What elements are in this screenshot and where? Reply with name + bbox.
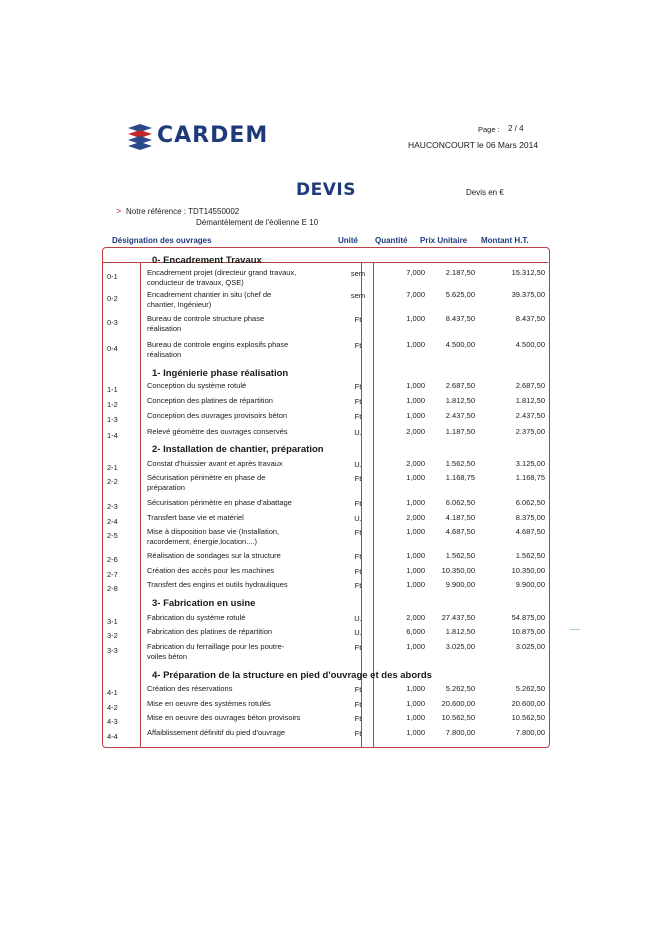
item-amount: 2.687,50	[515, 381, 545, 390]
item-amount: 4.687,50	[515, 527, 545, 536]
item-amount: 3.125,00	[515, 459, 545, 468]
item-quantity: 1,000	[406, 699, 425, 708]
item-quantity: 1,000	[406, 580, 425, 589]
page-label: Page :	[478, 125, 500, 134]
description-line: Création des accès pour les machines	[147, 566, 275, 575]
document-title: DEVIS	[296, 180, 356, 200]
description-line: préparation	[147, 483, 185, 492]
description-line: Mise à disposition base vie (Installation,	[147, 527, 280, 536]
item-unit-price: 1.812,50	[445, 627, 475, 636]
item-quantity: 2,000	[406, 459, 425, 468]
description-line: Création des réservations	[147, 684, 233, 693]
item-amount: 4.500,00	[515, 340, 545, 349]
item-code: 3-1	[107, 617, 118, 626]
item-amount: 6.062,50	[515, 498, 545, 507]
item-description	[147, 627, 322, 637]
item-quantity: 2,000	[406, 427, 425, 436]
item-code: 1-4	[107, 431, 118, 440]
description-line: Transfert des engins et outils hydrauliques	[147, 580, 288, 589]
item-code: 4-2	[107, 703, 118, 712]
description-line: Constat d'huissier avant et après travaux	[147, 459, 283, 468]
description-line: Fabrication des platines de répartition	[147, 627, 273, 636]
item-unit-price: 1.562,50	[445, 459, 475, 468]
item-description	[147, 551, 322, 561]
item-quantity: 1,000	[406, 411, 425, 420]
item-description	[147, 642, 322, 662]
item-unit: Ft	[354, 528, 362, 537]
item-description	[147, 340, 322, 360]
item-quantity: 1,000	[406, 728, 425, 737]
item-quantity: 1,000	[406, 642, 425, 651]
item-description	[147, 566, 322, 576]
item-unit: Ft	[354, 412, 362, 421]
item-quantity: 1,000	[406, 473, 425, 482]
item-code: 1-3	[107, 415, 118, 424]
item-unit-price: 4.187,50	[445, 513, 475, 522]
description-line: racordement, énergie,location....)	[147, 537, 258, 546]
item-quantity: 1,000	[406, 684, 425, 693]
item-unit-price: 3.025,00	[445, 642, 475, 651]
item-code: 2-7	[107, 570, 118, 579]
item-unit-price: 10.562,50	[441, 713, 475, 722]
item-description	[147, 498, 322, 508]
col-unit: Unité	[338, 236, 358, 245]
item-amount: 8.437,50	[515, 314, 545, 323]
item-unit-price: 4.500,00	[445, 340, 475, 349]
brand-name: CARDEM	[157, 123, 269, 148]
item-description	[147, 473, 322, 493]
item-unit-price: 1.562,50	[445, 551, 475, 560]
item-description	[147, 613, 322, 623]
description-line: Relevé géomètre des ouvrages conservés	[147, 427, 288, 436]
item-quantity: 1,000	[406, 381, 425, 390]
item-quantity: 1,000	[406, 396, 425, 405]
item-unit-price: 9.900,00	[445, 580, 475, 589]
cardem-logo-mark-icon	[126, 124, 154, 150]
item-code: 2-6	[107, 555, 118, 564]
arrow-bullet-icon: >	[116, 206, 122, 216]
item-unit-price: 4.687,50	[445, 527, 475, 536]
item-amount: 2.437,50	[515, 411, 545, 420]
item-amount: 3.025,00	[515, 642, 545, 651]
item-code: 0-3	[107, 318, 118, 327]
description-line: Sécurisation périmètre en phase d'abattage	[147, 498, 292, 507]
description-line: Bureau de controle structure phase	[147, 314, 265, 323]
item-description	[147, 268, 322, 288]
item-quantity: 1,000	[406, 340, 425, 349]
item-description	[147, 699, 322, 709]
item-unit-price: 5.625,00	[445, 290, 475, 299]
item-unit: U.	[354, 628, 362, 637]
item-unit-price: 27.437,50	[441, 613, 475, 622]
item-quantity: 7,000	[406, 290, 425, 299]
item-unit: Ft	[354, 643, 362, 652]
item-code: 2-4	[107, 517, 118, 526]
item-code: 1-1	[107, 385, 118, 394]
item-code: 2-5	[107, 531, 118, 540]
item-description	[147, 684, 322, 694]
item-unit: U.	[354, 514, 362, 523]
item-unit-price: 2.437,50	[445, 411, 475, 420]
item-quantity: 6,000	[406, 627, 425, 636]
reference: Notre référence : TDT14550002	[126, 207, 240, 216]
section-title: 4- Préparation de la structure en pied d'ouvrage et des abords	[152, 670, 432, 681]
item-amount: 54.875,00	[511, 613, 545, 622]
item-description	[147, 459, 322, 469]
col-divider	[140, 262, 141, 747]
item-description	[147, 513, 322, 523]
item-amount: 5.262,50	[515, 684, 545, 693]
item-unit: U.	[354, 614, 362, 623]
item-code: 4-1	[107, 688, 118, 697]
item-amount: 39.375,00	[511, 290, 545, 299]
item-unit-price: 1.168,75	[445, 473, 475, 482]
item-unit: Ft	[354, 552, 362, 561]
item-description	[147, 314, 322, 334]
item-unit-price: 10.350,00	[441, 566, 475, 575]
item-quantity: 1,000	[406, 551, 425, 560]
description-line: Fabrication du ferraillage pour les poutre-	[147, 642, 285, 651]
col-designation: Désignation des ouvrages	[112, 236, 212, 245]
description-line: Conception des ouvrages provisoirs béton	[147, 411, 288, 420]
item-unit-price: 2.187,50	[445, 268, 475, 277]
item-unit: sem	[350, 291, 366, 300]
col-quantity: Quantité	[375, 236, 408, 245]
place-date: HAUCONCOURT le 06 Mars 2014	[408, 140, 539, 150]
item-description	[147, 427, 322, 437]
item-code: 3-3	[107, 646, 118, 655]
item-amount: 20.600,00	[511, 699, 545, 708]
item-unit: Ft	[354, 567, 362, 576]
item-unit: Ft	[354, 581, 362, 590]
margin-mark	[570, 629, 580, 630]
item-unit-price: 5.262,50	[445, 684, 475, 693]
item-quantity: 1,000	[406, 713, 425, 722]
item-unit: Ft	[354, 700, 362, 709]
item-code: 4-3	[107, 717, 118, 726]
item-description	[147, 728, 322, 738]
item-code: 1-2	[107, 400, 118, 409]
item-unit: Ft	[354, 499, 362, 508]
section-title: 0- Encadrement Travaux	[152, 255, 262, 266]
item-amount: 1.168,75	[515, 473, 545, 482]
item-quantity: 2,000	[406, 613, 425, 622]
item-description	[147, 411, 322, 421]
item-amount: 15.312,50	[511, 268, 545, 277]
item-amount: 1.812,50	[515, 396, 545, 405]
item-quantity: 1,000	[406, 527, 425, 536]
section-title: 1- Ingénierie phase réalisation	[152, 368, 289, 379]
item-unit: U.	[354, 460, 362, 469]
item-code: 2-3	[107, 502, 118, 511]
item-unit-price: 1.812,50	[445, 396, 475, 405]
item-amount: 8.375,00	[515, 513, 545, 522]
item-code: 0-1	[107, 272, 118, 281]
description-line: chantier, Ingénieur)	[147, 300, 212, 309]
description-line: conducteur de travaux, QSE)	[147, 278, 244, 287]
item-quantity: 1,000	[406, 314, 425, 323]
item-quantity: 1,000	[406, 566, 425, 575]
description-line: Mise en oeuvre des systèmes rotulés	[147, 699, 271, 708]
item-amount: 2.375,00	[515, 427, 545, 436]
item-unit: Ft	[354, 685, 362, 694]
item-amount: 10.350,00	[511, 566, 545, 575]
description-line: Conception des platines de répartition	[147, 396, 273, 405]
item-code: 3-2	[107, 631, 118, 640]
description-line: Encadrement chantier in situ (chef de	[147, 290, 272, 299]
item-unit: Ft	[354, 382, 362, 391]
item-unit: Ft	[354, 729, 362, 738]
description-line: Encadrement projet (directeur grand travaux,	[147, 268, 297, 277]
item-unit: Ft	[354, 397, 362, 406]
item-amount: 10.562,50	[511, 713, 545, 722]
item-amount: 9.900,00	[515, 580, 545, 589]
item-code: 2-1	[107, 463, 118, 472]
item-unit: sem	[350, 269, 366, 278]
item-unit: U.	[354, 428, 362, 437]
item-code: 0-4	[107, 344, 118, 353]
item-quantity: 1,000	[406, 498, 425, 507]
item-description	[147, 713, 322, 723]
description-line: Affaiblissement définitif du pied d'ouvrage	[147, 728, 286, 737]
description-line: réalisation	[147, 350, 182, 359]
item-description	[147, 381, 322, 391]
item-code: 2-8	[107, 584, 118, 593]
item-unit-price: 1.187,50	[445, 427, 475, 436]
currency-note: Devis en €	[466, 188, 504, 197]
item-description	[147, 396, 322, 406]
item-unit-price: 7.800,00	[445, 728, 475, 737]
item-description	[147, 290, 322, 310]
cardem-logo	[126, 124, 291, 150]
item-amount: 7.800,00	[515, 728, 545, 737]
page-number: 2 / 4	[508, 124, 524, 133]
description-line: voiles béton	[147, 652, 188, 661]
item-amount: 10.875,00	[511, 627, 545, 636]
item-code: 0-2	[107, 294, 118, 303]
item-unit: Ft	[354, 714, 362, 723]
description-line: Mise en oeuvre des ouvrages béton provisoirs	[147, 713, 301, 722]
col-unit-price: Prix Unitaire	[420, 236, 468, 245]
item-unit: Ft	[354, 315, 362, 324]
description-line: Bureau de controle engins explosifs phase	[147, 340, 289, 349]
item-unit: Ft	[354, 474, 362, 483]
item-code: 2-2	[107, 477, 118, 486]
reference-subject: Démantèlement de l'éolienne E 10	[196, 218, 319, 227]
item-amount: 1.562,50	[515, 551, 545, 560]
item-code: 4-4	[107, 732, 118, 741]
item-unit-price: 2.687,50	[445, 381, 475, 390]
description-line: Sécurisation périmètre en phase de	[147, 473, 266, 482]
description-line: Fabrication du système rotulé	[147, 613, 246, 622]
item-description	[147, 527, 322, 547]
description-line: réalisation	[147, 324, 182, 333]
col-amount: Montant H.T.	[481, 236, 529, 245]
item-description	[147, 580, 322, 590]
item-unit-price: 8.437,50	[445, 314, 475, 323]
section-title: 3- Fabrication en usine	[152, 598, 256, 609]
section-title: 2- Installation de chantier, préparation	[152, 444, 324, 455]
description-line: Transfert base vie et matériel	[147, 513, 244, 522]
description-line: Conception du système rotulé	[147, 381, 247, 390]
item-unit-price: 6.062,50	[445, 498, 475, 507]
item-unit-price: 20.600,00	[441, 699, 475, 708]
item-unit: Ft	[354, 341, 362, 350]
item-quantity: 7,000	[406, 268, 425, 277]
item-quantity: 2,000	[406, 513, 425, 522]
description-line: Réalisation de sondages sur la structure	[147, 551, 281, 560]
